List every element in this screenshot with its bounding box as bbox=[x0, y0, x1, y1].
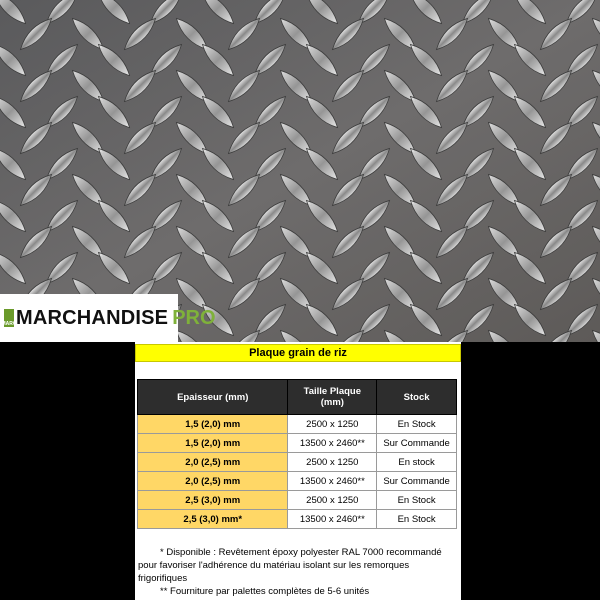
cell-thickness: 1,5 (2,0) mm bbox=[138, 415, 288, 434]
table-header-row bbox=[138, 380, 457, 415]
cell-size: 13500 x 2460** bbox=[288, 434, 377, 453]
cell-thickness: 2,0 (2,5) mm bbox=[138, 453, 288, 472]
column-header-thickness: Epaisseur (mm) bbox=[138, 380, 288, 415]
cell-size: 2500 x 1250 bbox=[288, 491, 377, 510]
cell-size: 2500 x 1250 bbox=[288, 415, 377, 434]
table-row bbox=[138, 453, 457, 472]
footnotes bbox=[138, 546, 460, 598]
cell-thickness: 2,0 (2,5) mm bbox=[138, 472, 288, 491]
cell-thickness: 2,5 (3,0) mm bbox=[138, 491, 288, 510]
cell-size: 13500 x 2460** bbox=[288, 510, 377, 529]
cell-stock: Sur Commande bbox=[377, 434, 457, 453]
cell-stock: En Stock bbox=[377, 491, 457, 510]
cell-stock: Sur Commande bbox=[377, 472, 457, 491]
table-row bbox=[138, 434, 457, 453]
sheet-title: Plaque grain de riz bbox=[135, 344, 461, 362]
cell-stock: En stock bbox=[377, 453, 457, 472]
table-row bbox=[138, 510, 457, 529]
table-row bbox=[138, 472, 457, 491]
spec-table bbox=[137, 379, 457, 529]
cell-size: 13500 x 2460** bbox=[288, 472, 377, 491]
cell-size: 2500 x 1250 bbox=[288, 453, 377, 472]
footnote-epoxy: * Disponible : Revêtement époxy polyester RAL 7000 recommandé pour favoriser l'adhérence du matériau isolant sur les remorques frigorifiques bbox=[138, 547, 442, 584]
column-header-size: Taille Plaque (mm) bbox=[288, 380, 377, 415]
cell-stock: En Stock bbox=[377, 415, 457, 434]
cell-thickness: 2,5 (3,0) mm* bbox=[138, 510, 288, 529]
table-row bbox=[138, 491, 457, 510]
table-row bbox=[138, 415, 457, 434]
logo-suffix: PRO bbox=[172, 306, 216, 329]
column-header-stock: Stock bbox=[377, 380, 457, 415]
logo-icon: MARC bbox=[4, 309, 14, 327]
cell-stock: En Stock bbox=[377, 510, 457, 529]
spec-sheet bbox=[135, 342, 461, 600]
logo-name: MARCHANDISE bbox=[16, 306, 169, 329]
cell-thickness: 1,5 (2,0) mm bbox=[138, 434, 288, 453]
marchandise-pro-logo bbox=[0, 294, 216, 342]
footnote-pallets: ** Fourniture par palettes complètes de 5-6 unités bbox=[160, 586, 370, 597]
